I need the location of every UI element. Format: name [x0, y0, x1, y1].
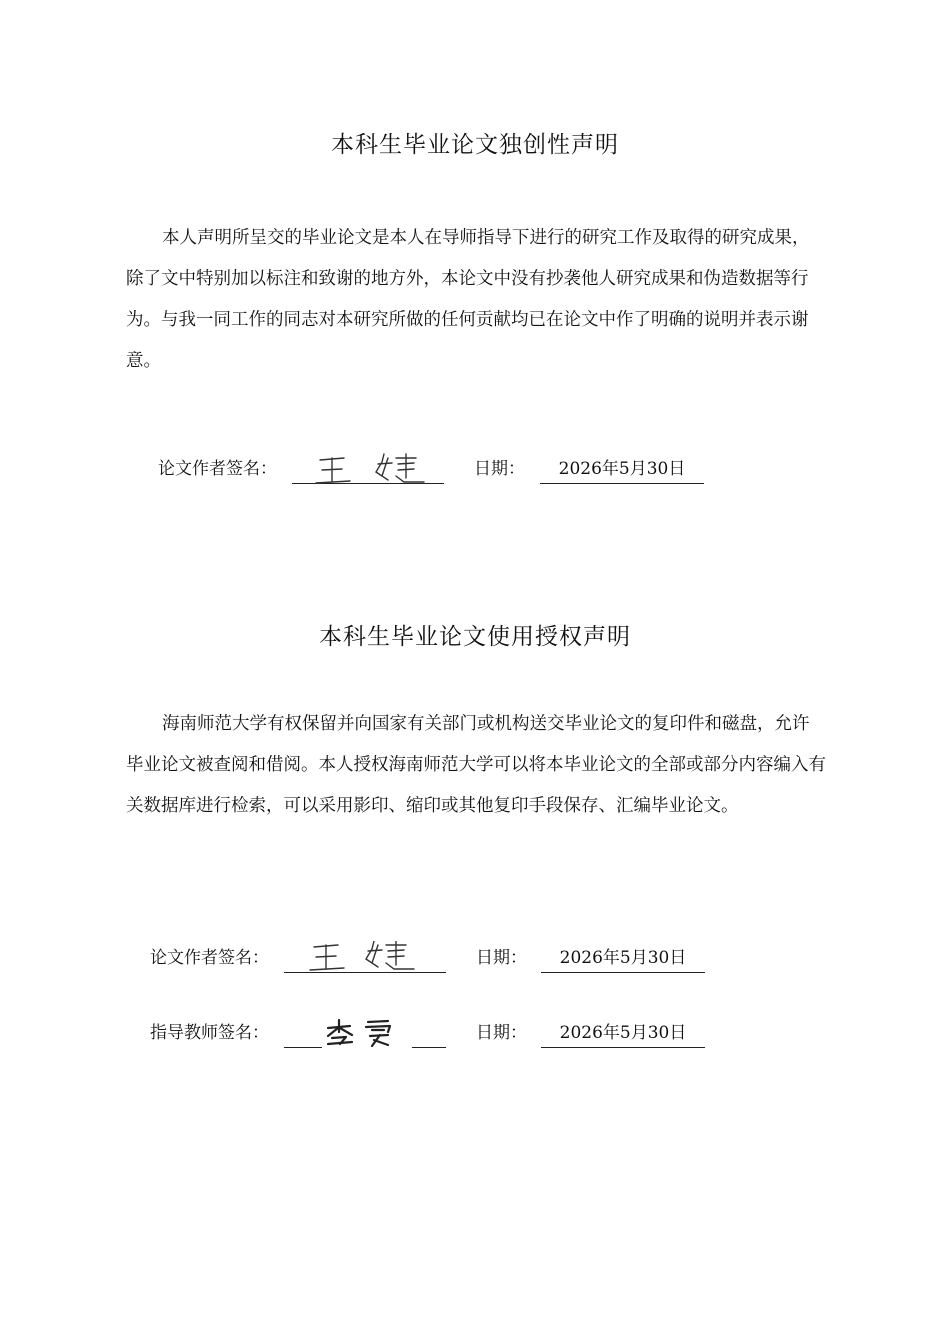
declaration-signature-row [158, 452, 718, 486]
advisor-signature-line [284, 1016, 446, 1048]
declaration-date-label: 日期： [474, 459, 525, 479]
advisor-signature-handwriting [284, 1016, 446, 1050]
originality-declaration-body: 本人声明所呈交的毕业论文是本人在导师指导下进行的研究工作及取得的研究成果，除了文中特别加以标注和致谢的地方外，本论文中没有抄袭他人研究成果和伪造数据等行为。与我一同工作的同志对本研究所做的任何贡献均已在论文中作了明确的说明并表示谢意。 [126, 228, 810, 371]
authorization-author-signature-label: 论文作者签名： [150, 948, 269, 968]
authorization-author-signature-handwriting [284, 941, 446, 975]
authorization-author-date-label: 日期： [476, 948, 527, 968]
authorization-declaration-body: 海南师范大学有权保留并向国家有关部门或机构送交毕业论文的复印件和磁盘，允许毕业论文被查阅和借阅。本人授权海南师范大学可以将本毕业论文的全部或部分内容编入有关数据库进行检索，可以采用影印、缩印或其他复印手段保存、汇编毕业论文。 [126, 714, 826, 816]
originality-declaration-title: 本科生毕业论文独创性声明 [331, 132, 619, 158]
advisor-date: 2026年5月30日 [541, 1016, 705, 1048]
authorization-declaration-title: 本科生毕业论文使用授权声明 [319, 624, 631, 650]
declaration-date: 2026年5月30日 [540, 452, 704, 484]
authorization-author-signature-line [284, 941, 446, 973]
author-signature-handwriting [292, 452, 444, 486]
author-signature-label: 论文作者签名： [158, 459, 277, 479]
advisor-date-label: 日期： [476, 1023, 527, 1043]
authorization-author-signature-row [150, 941, 720, 975]
authorization-author-date: 2026年5月30日 [541, 941, 705, 973]
advisor-signature-label: 指导教师签名： [150, 1023, 269, 1043]
authorization-advisor-signature-row [150, 1016, 720, 1050]
author-signature-line [292, 452, 444, 484]
